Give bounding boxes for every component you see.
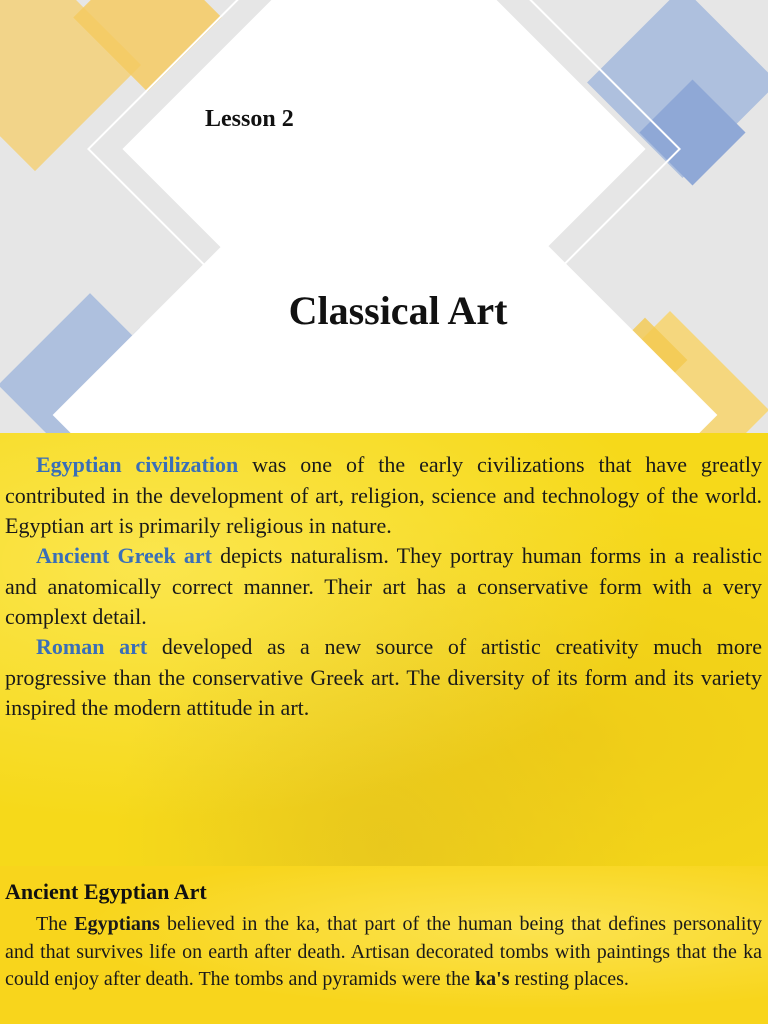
lesson-label: Lesson 2 [205,106,294,132]
egyptian-art-slide [0,866,768,1024]
term-roman-art: Roman art [36,634,148,659]
paragraph-egyptian [5,450,762,542]
term-ancient-greek-art: Ancient Greek art [36,543,212,568]
paragraph-greek [5,541,762,633]
paragraph-text: The [36,913,75,935]
egyptian-art-paragraph [5,911,762,994]
term-kas: ka's [475,968,510,990]
slide-title: Classical Art [288,288,508,333]
paragraph-text: was one of the early civilizations that have greatly contributed in the development of art, religion, science and technology of the world. Egyptian art is primarily religious in nature. [5,452,762,538]
term-egyptians: Egyptians [74,913,160,935]
term-egyptian-civilization: Egyptian civilization [36,452,239,477]
intro-slide [0,433,768,866]
title-slide [0,0,768,433]
paragraph-text: resting places. [509,968,629,990]
paragraph-text: believed in the ka, that part of the human being that defines personality and that survives life on earth after death. Artisan decorated tombs with paintings that the ka could enjoy after death. The tombs and pyramids were the [5,913,762,990]
section-heading: Ancient Egyptian Art [5,879,207,904]
paragraph-roman [5,632,762,724]
paragraph-text: developed as a new source of artistic creativity much more progressive than the conservative Greek art. The diversity of its form and its variety inspired the modern attitude in art. [5,634,762,720]
paragraph-text: depicts naturalism. They portray human forms in a realistic and anatomically correct manner. Their art has a conservative form with a very complext detail. [5,543,762,629]
